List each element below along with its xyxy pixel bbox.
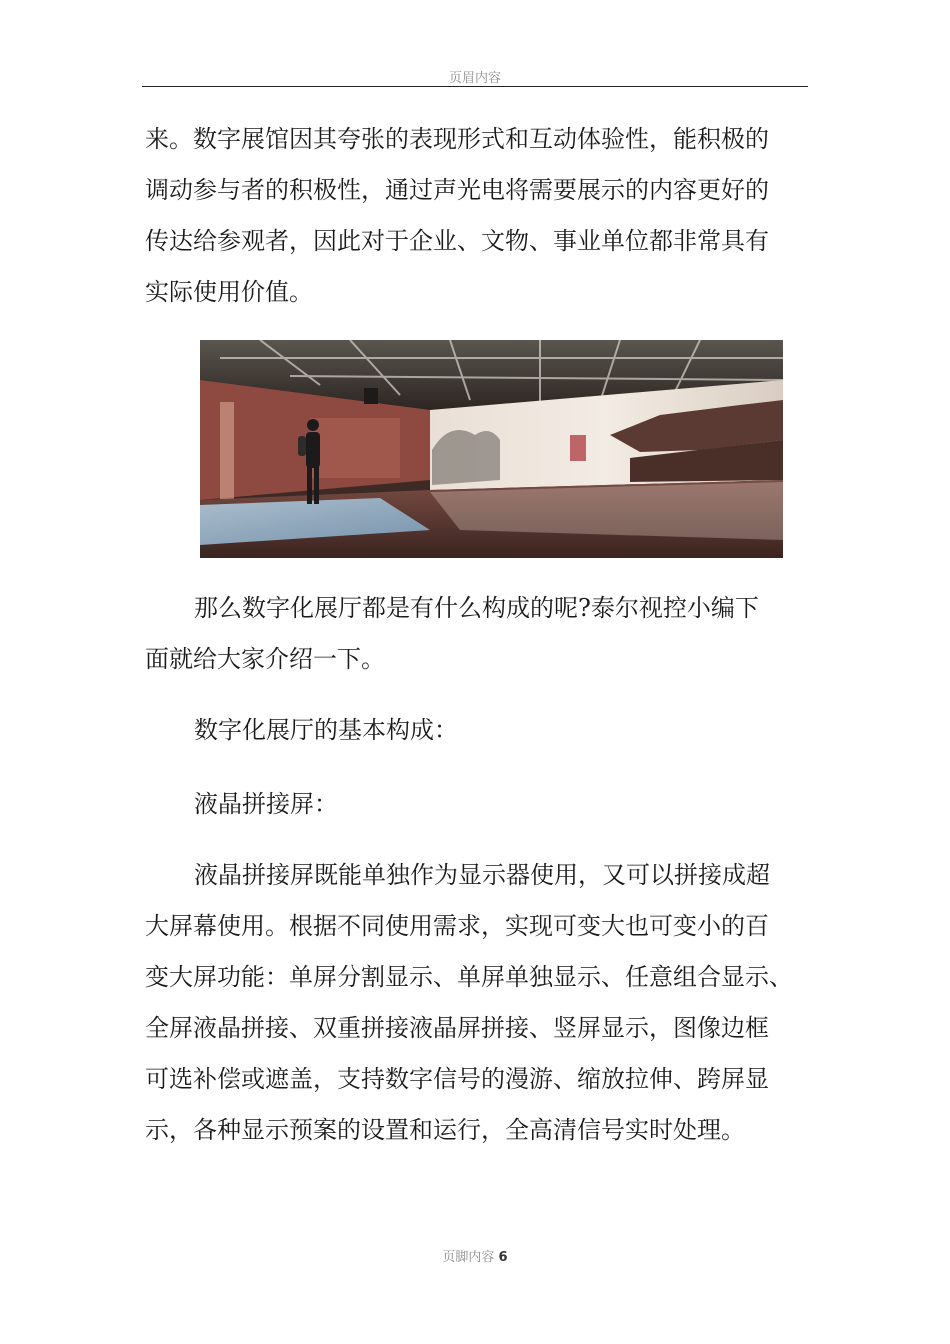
text-line: 数字化展厅的基本构成： <box>194 716 458 744</box>
text-line: 那么数字化展厅都是有什么构成的呢?泰尔视控小编下 <box>194 594 759 622</box>
page-header: 页眉内容 <box>448 71 501 86</box>
text-line: 变大屏功能：单屏分割显示、单屏单独显示、任意组合显示、 <box>145 963 793 991</box>
header-divider <box>142 86 808 87</box>
footer-label: 页脚内容 <box>442 1250 495 1265</box>
text-line: 来。数字展馆因其夸张的表现形式和互动体验性，能积极的 <box>145 125 769 153</box>
text-line: 可选补偿或遮盖，支持数字信号的漫游、缩放拉伸、跨屏显 <box>145 1065 769 1093</box>
text-line: 液晶拼接屏： <box>194 790 338 818</box>
subheading-lcd-splicing-screen <box>145 779 810 830</box>
paragraph-intro <box>145 114 810 318</box>
text-line: 实际使用价值。 <box>145 278 313 306</box>
page-footer <box>0 1246 950 1265</box>
exhibition-hall-photo <box>200 340 783 558</box>
page-number: 6 <box>498 1250 508 1265</box>
text-line: 全屏液晶拼接、双重拼接液晶屏拼接、竖屏显示，图像边框 <box>145 1014 769 1042</box>
section-heading-basic-composition <box>145 705 810 756</box>
text-line: 传达给参观者，因此对于企业、文物、事业单位都非常具有 <box>145 227 769 255</box>
text-line: 调动参与者的积极性，通过声光电将需要展示的内容更好的 <box>145 176 769 204</box>
paragraph-lcd-description <box>145 850 810 1156</box>
text-line: 大屏幕使用。根据不同使用需求，实现可变大也可变小的百 <box>145 912 769 940</box>
text-line: 液晶拼接屏既能单独作为显示器使用，又可以拼接成超 <box>194 861 770 889</box>
paragraph-question <box>145 583 810 685</box>
text-line: 面就给大家介绍一下。 <box>145 645 385 673</box>
text-line: 示，各种显示预案的设置和运行，全高清信号实时处理。 <box>145 1116 745 1144</box>
